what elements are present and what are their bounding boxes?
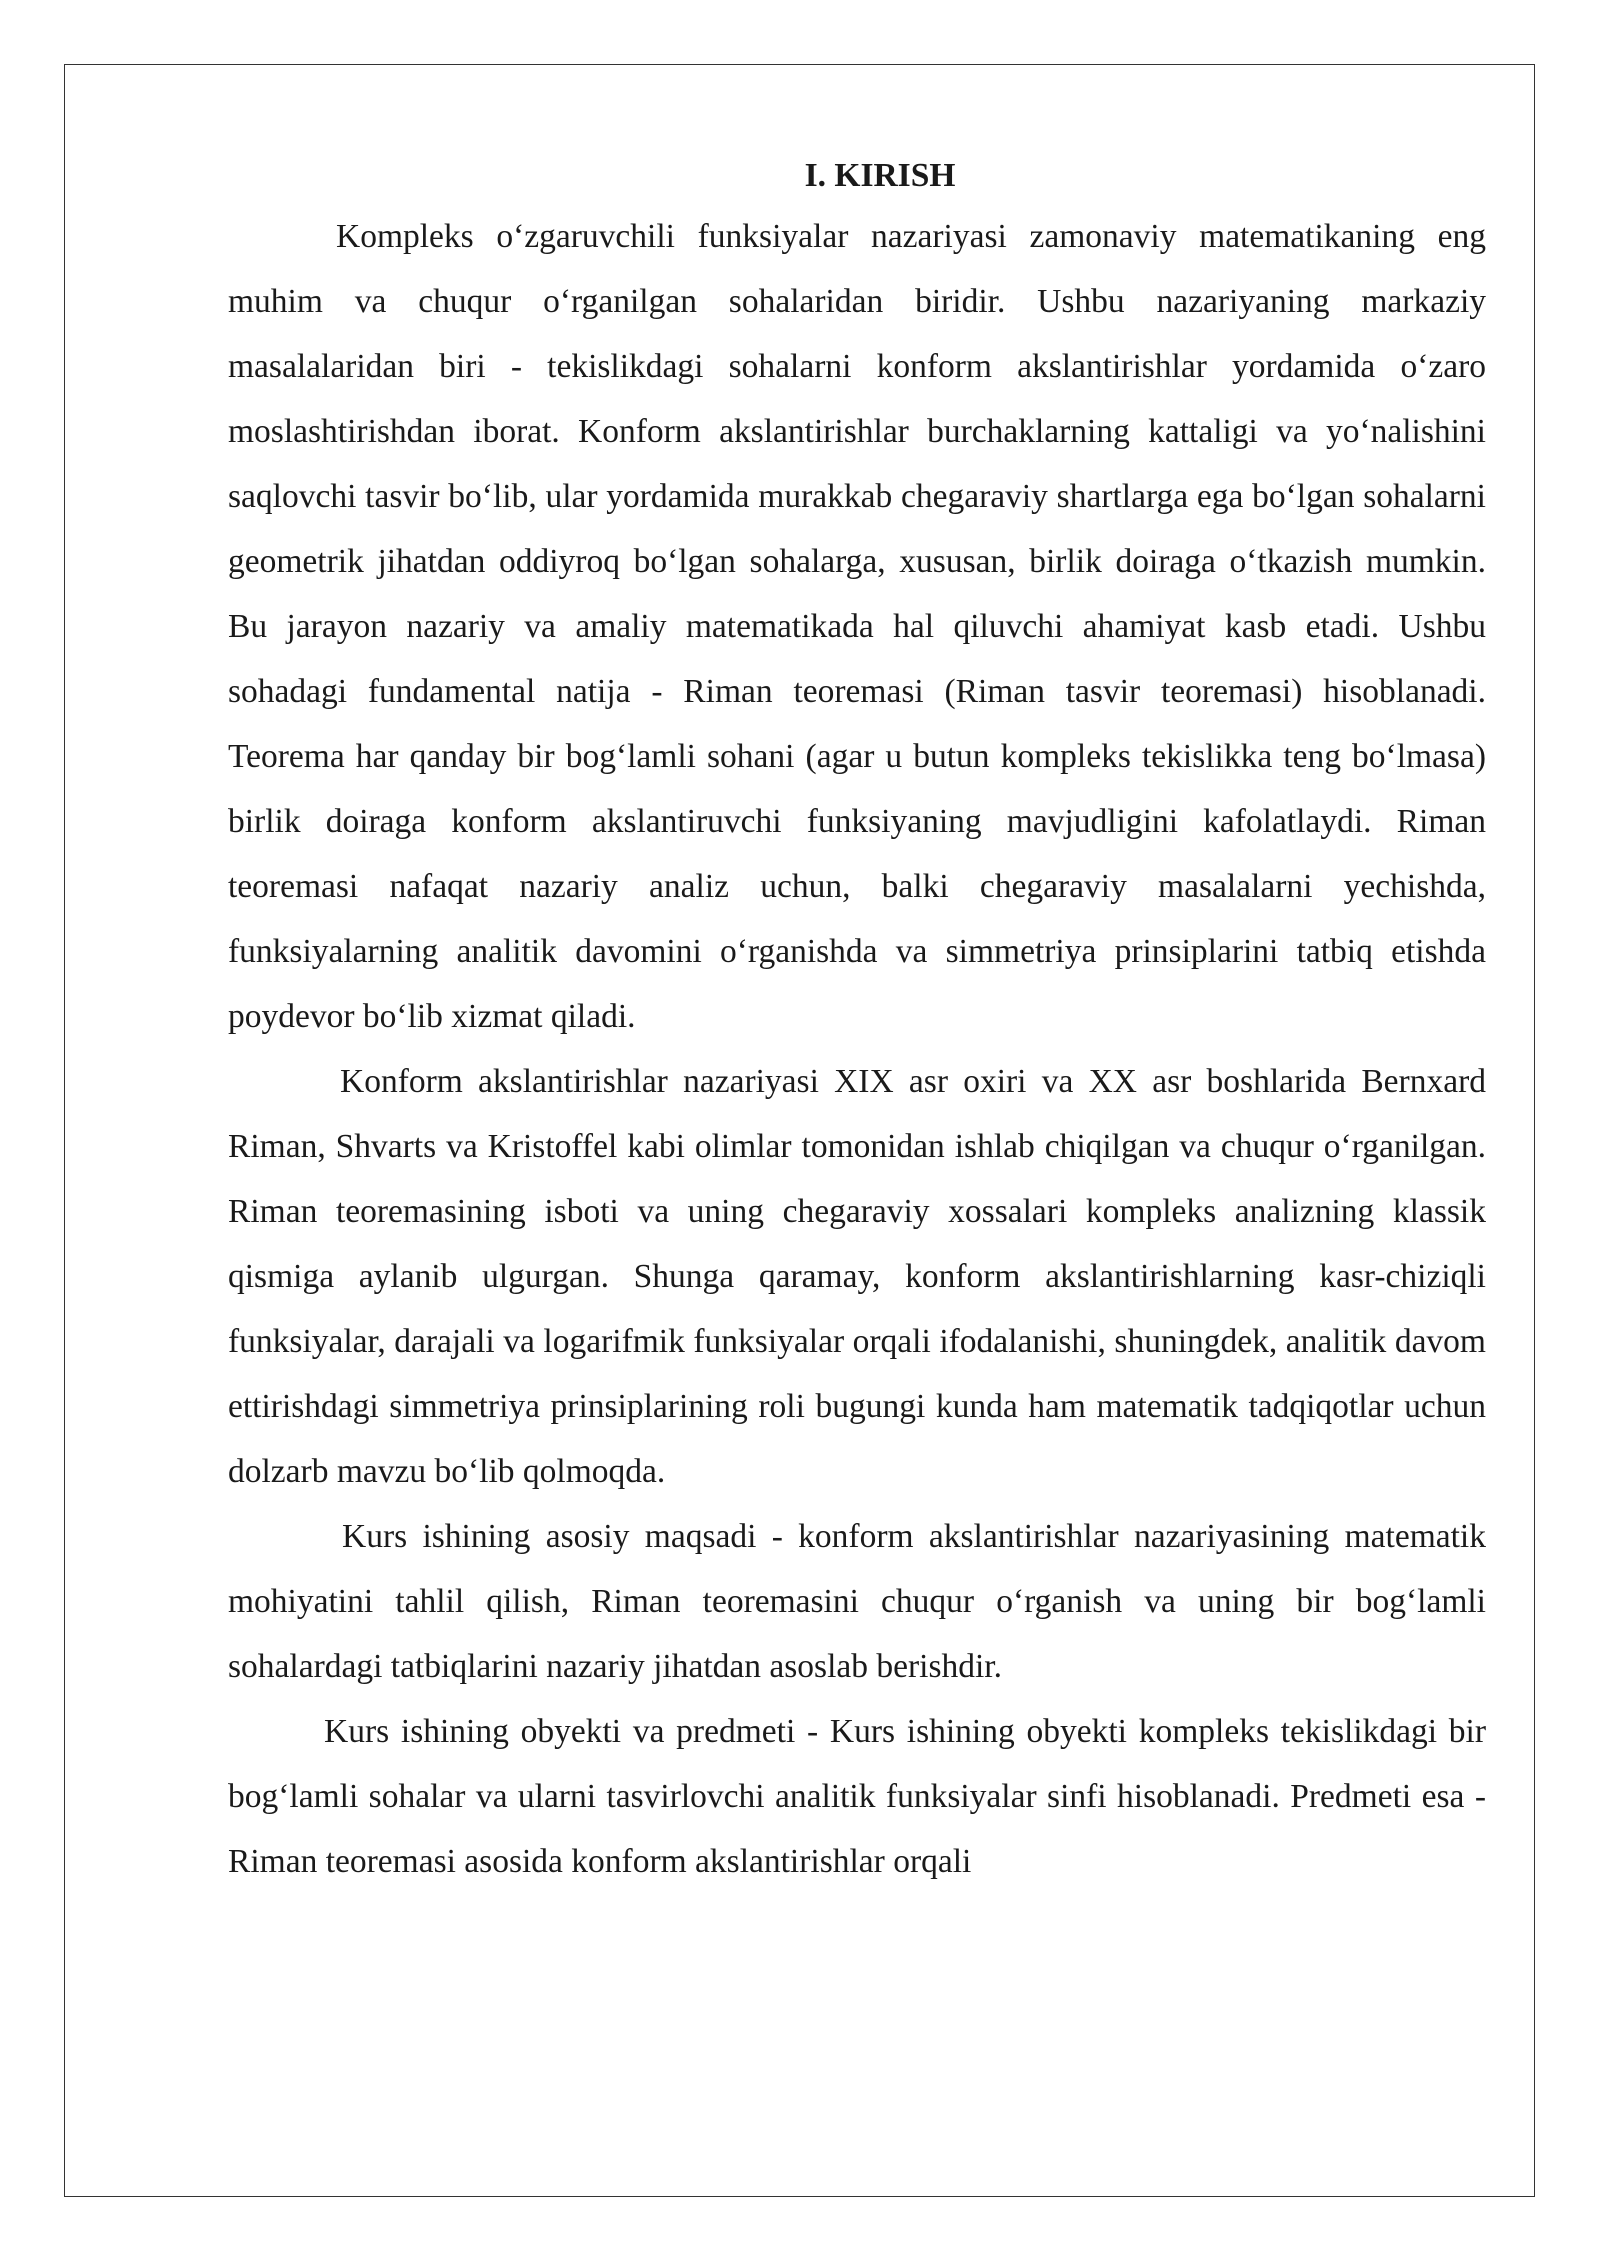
section-heading: I. KIRISH <box>804 157 956 194</box>
paragraph-history: Konform akslantirishlar nazariyasi XIX asr oxiri va XX asr boshlarida Bernxard Riman, Shvarts va Kristoffel kabi olimlar tomonidan ishlab chiqilgan va chuqur o‘rganilgan. Riman teoremasining isboti va uning chegaraviy xossalari kompleks analizning klassik qismiga aylanib ulgurgan. Shunga qaramay, konform akslantirishlarning kasr-chiziqli funksiyalar, darajali va logarifmik funksiyalar orqali ifodalanishi, shuningdek, analitik davom ettirishdagi simmetriya prinsiplarining roli bugungi kunda ham matematik tadqiqotlar uchun dolzarb mavzu bo‘lib qolmoqda. <box>228 1063 1486 1490</box>
document-body <box>228 148 1486 1894</box>
paragraph-introduction: Kompleks o‘zgaruvchili funksiyalar nazariyasi zamonaviy matematikaning eng muhim va chuqur o‘rganilgan sohalaridan biridir. Ushbu nazariyaning markaziy masalalaridan biri - tekislikdagi sohalarni konform akslantirishlar yordamida o‘zaro moslashtirishdan iborat. Konform akslantirishlar burchaklarning kattaligi va yo‘nalishini saqlovchi tasvir bo‘lib, ular yordamida murakkab chegaraviy shartlarga ega bo‘lgan sohalarni geometrik jihatdan oddiyroq bo‘lgan sohalarga, xususan, birlik doiraga o‘tkazish mumkin. Bu jarayon nazariy va amaliy matematikada hal qiluvchi ahamiyat kasb etadi. Ushbu sohadagi fundamental natija - Riman teoremasi (Riman tasvir teoremasi) hisoblanadi. Teorema har qanday bir bog‘lamli sohani (agar u butun kompleks tekislikka teng bo‘lmasa) birlik doiraga konform akslantiruvchi funksiyaning mavjudligini kafolatlaydi. Riman teoremasi nafaqat nazariy analiz uchun, balki chegaraviy masalalarni yechishda, funksiyalarning analitik davomini o‘rganishda va simmetriya prinsiplarini tatbiq etishda poydevor bo‘lib xizmat qiladi. <box>228 218 1486 1035</box>
paragraph-object-subject: Kurs ishining obyekti va predmeti - Kurs ishining obyekti kompleks tekislikdagi bir bog‘lamli sohalar va ularni tasvirlovchi analitik funksiyalar sinfi hisoblanadi. Predmeti esa - Riman teoremasi asosida konform akslantirishlar orqali <box>228 1713 1486 1880</box>
paragraph-goal: Kurs ishining asosiy maqsadi - konform akslantirishlar nazariyasining matematik mohiyatini tahlil qilish, Riman teoremasini chuqur o‘rganish va uning bir bog‘lamli sohalardagi tatbiqlarini nazariy jihatdan asoslab berishdir. <box>228 1518 1486 1685</box>
